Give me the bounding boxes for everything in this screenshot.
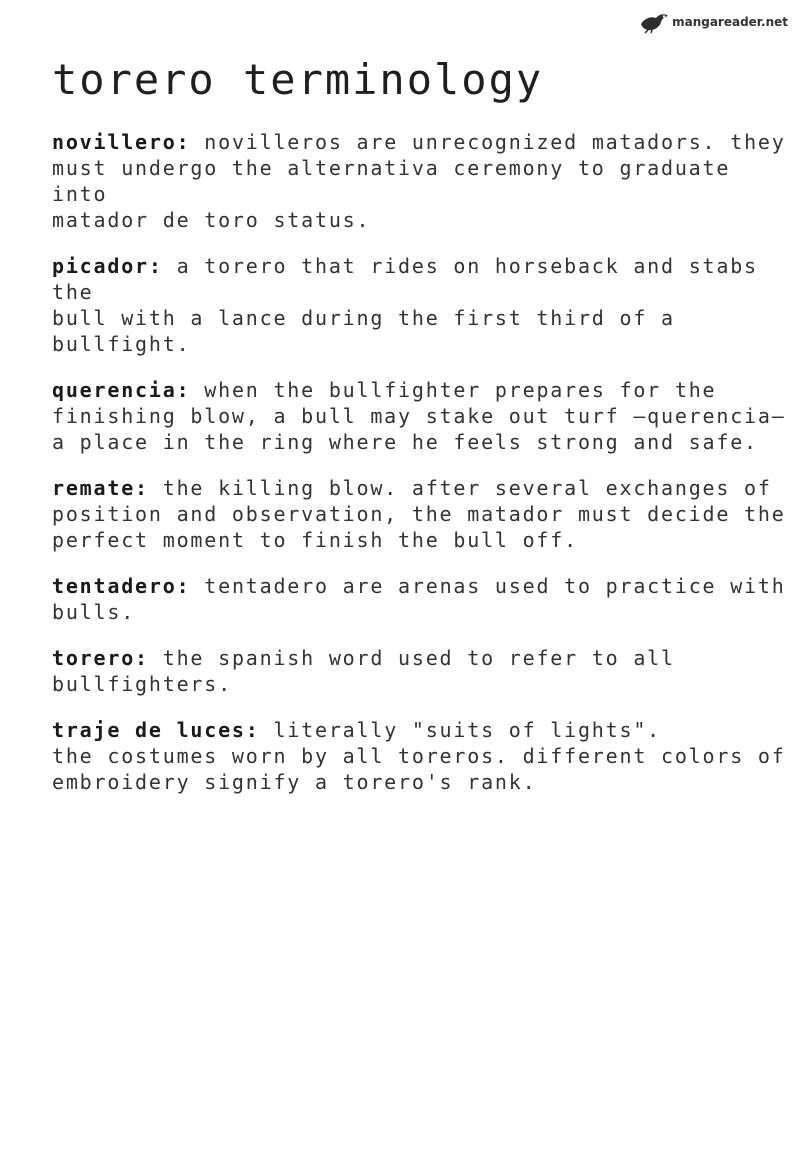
glossary-line <box>52 129 792 155</box>
watermark-text[interactable]: mangareader.net <box>672 15 788 29</box>
glossary-term: remate: <box>52 476 149 500</box>
glossary-entry-torero <box>52 645 792 697</box>
glossary-term: picador: <box>52 254 163 278</box>
glossary-definition: when the bullfighter prepares for the <box>204 378 717 402</box>
glossary-line <box>52 253 792 305</box>
bird-logo-icon <box>639 10 669 34</box>
glossary-list <box>52 129 792 815</box>
glossary-line: perfect moment to finish the bull off. <box>52 528 578 552</box>
glossary-line: a place in the ring where he feels strong and safe. <box>52 430 758 454</box>
glossary-definition: a torero that rides on horseback and stabs the <box>52 254 772 304</box>
glossary-term: traje de luces: <box>52 718 260 742</box>
glossary-term: querencia: <box>52 378 191 402</box>
glossary-line: embroidery signify a torero's rank. <box>52 770 537 794</box>
glossary-entry-picador <box>52 253 792 357</box>
glossary-entry-traje-de-luces <box>52 717 792 795</box>
glossary-term: novillero: <box>52 130 191 154</box>
glossary-line <box>52 377 792 403</box>
glossary-line: finishing blow, a bull may stake out turf —querencia— <box>52 404 786 428</box>
glossary-line <box>52 573 792 599</box>
glossary-line: bulls. <box>52 600 136 624</box>
glossary-line <box>52 645 792 671</box>
glossary-definition: the killing blow. after several exchanges of <box>162 476 772 500</box>
glossary-line: matador de toro status. <box>52 208 371 232</box>
glossary-line: must undergo the alternativa ceremony to graduate into <box>52 156 745 206</box>
glossary-definition: literally "suits of lights". <box>273 718 662 742</box>
glossary-term: torero: <box>52 646 149 670</box>
page-title: torero terminology <box>52 55 544 104</box>
glossary-entry-remate <box>52 475 792 553</box>
glossary-definition: novilleros are unrecognized matadors. they <box>204 130 786 154</box>
watermark <box>639 10 788 34</box>
glossary-entry-tentadero <box>52 573 792 625</box>
glossary-line: bullfighters. <box>52 672 232 696</box>
glossary-definition: tentadero are arenas used to practice with <box>204 574 786 598</box>
glossary-term: tentadero: <box>52 574 191 598</box>
glossary-entry-querencia <box>52 377 792 455</box>
glossary-line: bull with a lance during the first third of a bullfight. <box>52 306 689 356</box>
glossary-line <box>52 717 792 743</box>
glossary-line: the costumes worn by all toreros. different colors of <box>52 744 786 768</box>
glossary-entry-novillero <box>52 129 792 233</box>
glossary-line: position and observation, the matador must decide the <box>52 502 786 526</box>
glossary-definition: the spanish word used to refer to all <box>162 646 675 670</box>
glossary-line <box>52 475 792 501</box>
